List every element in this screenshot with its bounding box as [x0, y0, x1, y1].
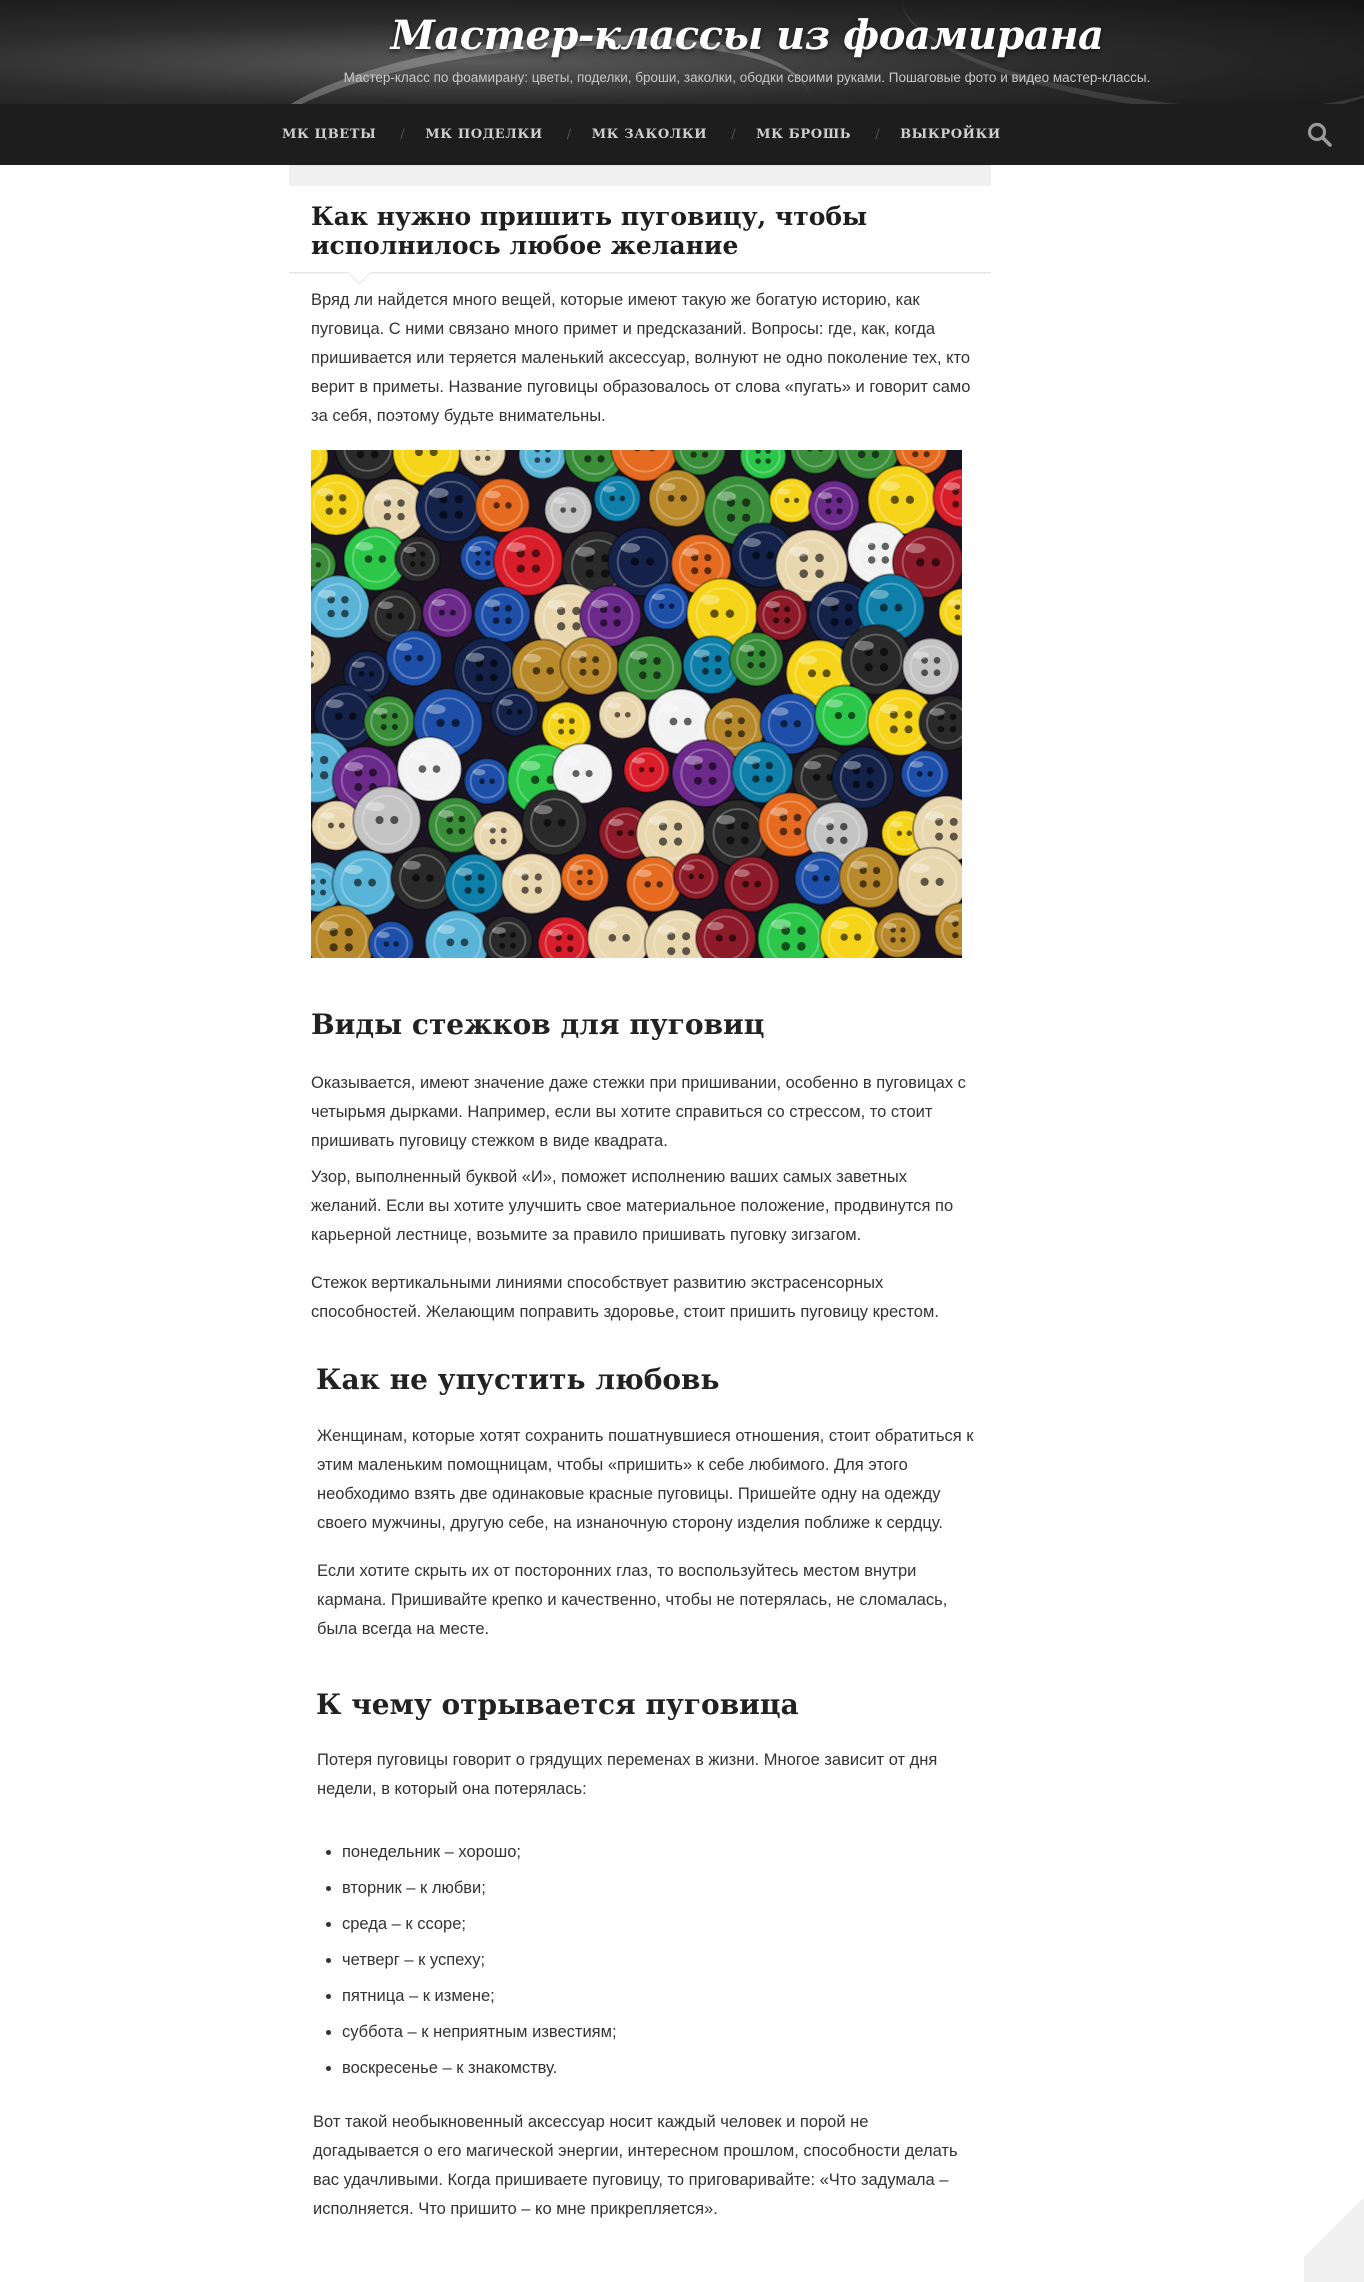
article-column: [289, 165, 991, 273]
button-graphic: [901, 750, 948, 797]
button-graphic: [740, 450, 786, 479]
buttons-photo: [311, 450, 962, 958]
button-graphic: [545, 486, 592, 533]
paragraph: Потеря пуговицы говорит о грядущих переменах в жизни. Многое зависит от дня недели, в который она потерялась:: [317, 1751, 938, 1798]
button-graphic: [770, 478, 814, 522]
section3-paragraph-1: [317, 1746, 977, 1804]
section3-outro: [313, 2108, 973, 2224]
title-box-pointer: [347, 260, 371, 284]
button-graphic: [875, 912, 920, 957]
nav-item-label[interactable]: МК ЗАКОЛКИ: [591, 127, 708, 142]
page-corner-decoration: [1304, 2172, 1364, 2282]
button-graphic: [395, 536, 440, 581]
nav-item-label[interactable]: МК БРОШЬ: [756, 127, 852, 142]
button-graphic: [423, 588, 473, 638]
button-graphic: [473, 811, 523, 861]
button-graphic: [519, 450, 566, 479]
list-item: • суббота – к неприятным известиям;: [342, 2014, 617, 2050]
button-graphic: [494, 527, 563, 596]
article-top-bar: [289, 165, 991, 186]
button-graphic: [903, 638, 959, 694]
button-graphic: [933, 469, 962, 527]
button-graphic: [491, 688, 539, 736]
nav-item-mk-brooch[interactable]: [756, 127, 900, 142]
list-item: • среда – к ссоре;: [342, 1906, 617, 1942]
button-graphic: [832, 747, 894, 809]
button-graphic: [460, 450, 506, 476]
article-title: Как нужно пришить пуговицу, чтобы исполнилось любое желание: [311, 202, 868, 260]
intro-paragraph: Вряд ли найдется много вещей, которые имеют такую же богатую историю, как пуговица. С ними связано много примет и предсказаний. Вопросы: где, как, когда пришивается или теряется маленький аксессуар, волнуют не одно поколение тех, кто верит в приметы. Название пуговицы образовалось от слова «пугать» и говорит само за себя, поэтому будьте внимательны.: [311, 291, 971, 425]
button-graphic: [369, 921, 414, 958]
button-graphic: [809, 481, 859, 531]
paragraph: Узор, выполненный буквой «И», поможет исполнению ваших самых заветных желаний. Если вы хотите улучшить свое материальное положение, продвинутся по карьерной лестнице, возьмите за правило пришивать пуговку зигзагом.: [311, 1168, 954, 1244]
nav-item-mk-flowers[interactable]: [282, 127, 425, 142]
article-intro: [311, 286, 971, 431]
section1-paragraph-2: [311, 1163, 971, 1250]
site-description: Мастер-класс по фоамирану: цветы, поделки, броши, заколки, ободки своими руками. Пошаговые фото и видео мастер-классы.: [343, 70, 1151, 85]
button-graphic: [790, 450, 839, 473]
nav-item-mk-hairclips[interactable]: [592, 127, 756, 142]
nav-item-label[interactable]: МК ПОДЕЛКИ: [425, 127, 543, 142]
button-graphic: [649, 470, 706, 527]
nav-separator: /: [731, 127, 737, 142]
button-graphic: [311, 633, 331, 685]
button-graphic: [626, 857, 681, 912]
nav-item-label[interactable]: МК ЦВЕТЫ: [282, 127, 377, 142]
colorful-buttons-image: [311, 450, 962, 958]
nav-separator: /: [400, 127, 406, 142]
button-graphic: [696, 908, 756, 958]
paragraph: Вот такой необыкновенный аксессуар носит каждый человек и порой не догадывается о его магической энергии, интересном прошлом, способности делать вас удачливыми. Когда пришиваете пуговицу, то приговаривайте: «Что задумала – исполняется. Что пришито – ко мне прикрепляется».: [313, 2113, 958, 2218]
site-title[interactable]: Мастер-классы из фоамирана: [390, 12, 1104, 59]
button-graphic: [474, 587, 530, 643]
button-graphic: [644, 583, 690, 629]
section2-paragraph-1: [317, 1422, 977, 1538]
nav-separator: /: [566, 127, 572, 142]
button-graphic: [588, 906, 651, 958]
button-graphic: [425, 910, 489, 958]
nav-separator: /: [875, 127, 881, 142]
button-graphic: [476, 478, 530, 532]
button-graphic: [820, 906, 881, 958]
button-graphic: [502, 854, 562, 914]
article-title-box: [289, 186, 991, 273]
button-graphic: [445, 854, 504, 913]
search-icon[interactable]: [1306, 121, 1334, 149]
button-graphic: [386, 630, 442, 686]
list-item: • четверг – к успеху;: [342, 1942, 617, 1978]
button-graphic: [730, 632, 784, 686]
button-graphic: [842, 625, 912, 695]
button-graphic: [599, 691, 646, 738]
button-graphic: [674, 854, 719, 899]
section-heading-love: Как не упустить любовь: [316, 1363, 720, 1396]
nav-item-patterns[interactable]: [900, 127, 1001, 142]
list-item: • понедельник – хорошо;: [342, 1834, 617, 1870]
list-item: • воскресенье – к знакомству.: [342, 2050, 617, 2086]
section-heading-stitches: Виды стежков для пуговиц: [311, 1008, 765, 1041]
button-graphic: [839, 847, 900, 908]
button-graphic: [815, 685, 875, 745]
paragraph: Если хотите скрыть их от посторонних глаз, то воспользуйтесь местом внутри кармана. Пришивайте крепко и качественно, чтобы не потерялась, не сломалась, была всегда на месте.: [317, 1562, 948, 1638]
button-graphic: [353, 786, 420, 853]
nav-menu: [282, 104, 1001, 165]
paragraph: Женщинам, которые хотят сохранить пошатнувшиеся отношения, стоит обратиться к этим маленьким помощницам, чтобы «пришить» к себе любимого. Для этого необходимо взять две одинаковые красные пуговицы. Пришейте одну на одежду своего мужчины, другую себе, на изнаночную сторону изделия поближе к сердцу.: [317, 1427, 974, 1532]
button-graphic: [397, 737, 461, 801]
weekday-list: [322, 1834, 617, 2086]
main-navigation: [0, 104, 1364, 165]
button-graphic: [364, 696, 414, 746]
button-graphic: [311, 575, 369, 638]
button-graphic: [560, 637, 618, 695]
list-item: • вторник – к любви;: [342, 1870, 617, 1906]
button-graphic: [672, 740, 739, 807]
section1-paragraph-3: [311, 1269, 971, 1327]
nav-item-label[interactable]: ВЫКРОЙКИ: [900, 127, 1001, 142]
section2-paragraph-2: [317, 1557, 977, 1644]
button-graphic: [311, 474, 367, 535]
site-header: [0, 0, 1364, 104]
paragraph: Оказывается, имеют значение даже стежки при пришивании, особенно в пуговицах с четырьмя дырками. Например, если вы хотите справиться со стрессом, то стоит пришивать пуговицу стежком в виде квадрата.: [311, 1074, 966, 1150]
section1-paragraph-1: [311, 1069, 971, 1156]
button-graphic: [724, 856, 779, 911]
button-graphic: [464, 758, 510, 804]
button-graphic: [522, 790, 587, 855]
list-item: • пятница – к измене;: [342, 1978, 617, 2014]
section-heading-lost-button: К чему отрывается пуговица: [316, 1688, 799, 1721]
paragraph: Стежок вертикальными линиями способствует развитию экстрасенсорных способностей. Желающим поправить здоровье, стоит пришить пуговицу крестом.: [311, 1274, 939, 1321]
button-graphic: [538, 917, 591, 958]
button-graphic: [483, 916, 532, 958]
button-graphic: [561, 854, 608, 901]
nav-item-mk-crafts[interactable]: [425, 127, 591, 142]
button-graphic: [594, 475, 640, 521]
button-graphic: [624, 747, 670, 793]
button-graphic: [758, 903, 829, 958]
